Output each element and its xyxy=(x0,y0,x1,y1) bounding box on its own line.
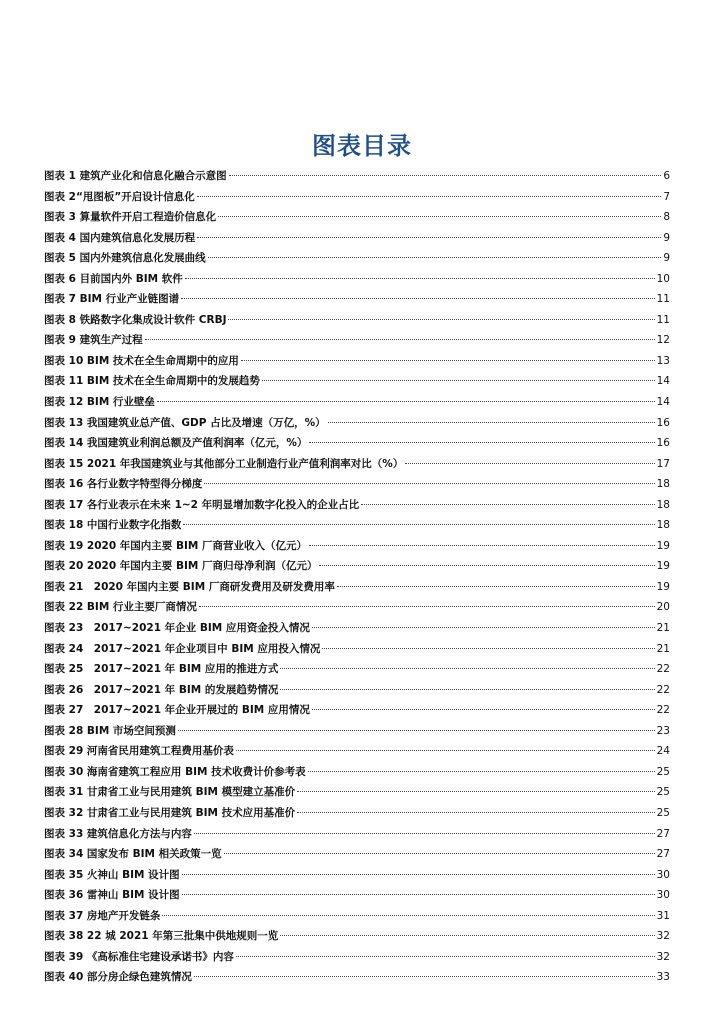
toc-entry-page-number: 32 xyxy=(656,930,670,943)
toc-entry-label: 图表 34 国家发布 BIM 相关政策一览 xyxy=(44,848,222,861)
toc-entry-page-number: 19 xyxy=(656,560,670,573)
toc-entry-label: 图表 7 BIM 行业产业链图谱 xyxy=(44,293,180,306)
toc-entry-page-number: 21 xyxy=(656,642,670,655)
toc-dot-leader xyxy=(312,709,655,710)
toc-entry-label: 图表 13 我国建筑业总产值、GDP 占比及增速（万亿，%） xyxy=(44,416,326,429)
toc-entry[interactable] xyxy=(44,680,670,701)
toc-entry-label: 图表 14 我国建筑业利润总额及产值利润率（亿元，%） xyxy=(44,437,308,450)
toc-dot-leader xyxy=(229,175,662,176)
table-of-figures xyxy=(44,166,670,988)
toc-entry-page-number: 27 xyxy=(656,827,670,840)
toc-entry-page-number: 13 xyxy=(656,354,670,367)
toc-entry[interactable] xyxy=(44,721,670,742)
toc-entry-page-number: 20 xyxy=(656,601,670,614)
toc-dot-leader xyxy=(194,833,655,834)
toc-dot-leader xyxy=(199,606,655,607)
toc-entry[interactable] xyxy=(44,659,670,680)
toc-entry-label: 图表 10 BIM 技术在全生命周期中的应用 xyxy=(44,354,239,367)
toc-entry-label: 图表 26 2017~2021 年 BIM 的发展趋势情况 xyxy=(44,683,279,696)
toc-entry-label: 图表 23 2017~2021 年企业 BIM 应用资金投入情况 xyxy=(44,622,310,635)
toc-entry-label: 图表 22 BIM 行业主要厂商情况 xyxy=(44,601,197,614)
toc-entry-page-number: 32 xyxy=(656,950,670,963)
toc-entry-page-number: 14 xyxy=(656,396,670,409)
toc-entry-page-number: 21 xyxy=(656,622,670,635)
toc-entry[interactable] xyxy=(44,967,670,988)
toc-dot-leader xyxy=(185,278,655,279)
toc-entry-label: 图表 4 国内建筑信息化发展历程 xyxy=(44,231,196,244)
toc-entry[interactable] xyxy=(44,536,670,557)
toc-entry-label: 图表 2“甩图板”开启设计信息化 xyxy=(44,190,195,203)
toc-entry-page-number: 24 xyxy=(656,745,670,758)
page-title: 图表目录 xyxy=(312,132,412,160)
toc-entry[interactable] xyxy=(44,844,670,865)
toc-entry-page-number: 22 xyxy=(656,683,670,696)
toc-dot-leader xyxy=(280,668,654,669)
toc-entry-page-number: 11 xyxy=(656,293,670,306)
toc-entry-label: 图表 17 各行业表示在未来 1~2 年明显增加数字化投入的企业占比 xyxy=(44,498,360,511)
toc-entry-label: 图表 21 2020 年国内主要 BIM 厂商研发费用及研发费用率 xyxy=(44,580,335,593)
toc-entry[interactable] xyxy=(44,248,670,269)
toc-entry-label: 图表 37 房地产开发链条 xyxy=(44,909,161,922)
toc-dot-leader xyxy=(197,196,662,197)
toc-dot-leader xyxy=(361,504,654,505)
toc-entry[interactable] xyxy=(44,351,670,372)
toc-entry-page-number: 14 xyxy=(656,375,670,388)
toc-entry-label: 图表 19 2020 年国内主要 BIM 厂商营业收入（亿元） xyxy=(44,539,307,552)
toc-entry-page-number: 25 xyxy=(656,806,670,819)
toc-dot-leader xyxy=(297,812,655,813)
toc-entry-label: 图表 18 中国行业数字化指数 xyxy=(44,519,182,532)
toc-entry[interactable] xyxy=(44,700,670,721)
toc-entry[interactable] xyxy=(44,371,670,392)
toc-entry-label: 图表 38 22 城 2021 年第三批集中供地规则一览 xyxy=(44,930,279,943)
toc-dot-leader xyxy=(197,237,661,238)
toc-entry-label: 图表 25 2017~2021 年 BIM 应用的推进方式 xyxy=(44,663,279,676)
toc-entry[interactable] xyxy=(44,330,670,351)
toc-entry-label: 图表 31 甘肃省工业与民用建筑 BIM 模型建立基准价 xyxy=(44,786,296,799)
toc-entry[interactable] xyxy=(44,947,670,968)
toc-entry-page-number: 9 xyxy=(663,231,670,244)
toc-entry-label: 图表 32 甘肃省工业与民用建筑 BIM 技术应用基准价 xyxy=(44,806,296,819)
toc-dot-leader xyxy=(236,956,655,957)
toc-entry-label: 图表 3 算量软件开启工程造价信息化 xyxy=(44,211,217,224)
toc-entry-label: 图表 28 BIM 市场空间预测 xyxy=(44,724,176,737)
toc-entry[interactable] xyxy=(44,803,670,824)
toc-dot-leader xyxy=(183,524,654,525)
toc-entry-label: 图表 33 建筑信息化方法与内容 xyxy=(44,827,192,840)
toc-entry-label: 图表 20 2020 年国内主要 BIM 厂商归母净利润（亿元） xyxy=(44,560,318,573)
toc-entry[interactable] xyxy=(44,413,670,434)
toc-dot-leader xyxy=(309,545,655,546)
toc-dot-leader xyxy=(145,339,655,340)
toc-entry-page-number: 25 xyxy=(656,786,670,799)
toc-dot-leader xyxy=(297,791,655,792)
toc-entry-page-number: 19 xyxy=(656,539,670,552)
toc-entry-page-number: 11 xyxy=(656,313,670,326)
toc-entry[interactable] xyxy=(44,885,670,906)
toc-entry-page-number: 22 xyxy=(656,663,670,676)
toc-dot-leader xyxy=(182,874,655,875)
toc-dot-leader xyxy=(322,648,654,649)
toc-entry[interactable] xyxy=(44,556,670,577)
toc-dot-leader xyxy=(208,257,662,258)
toc-entry-page-number: 12 xyxy=(656,334,670,347)
toc-entry-page-number: 31 xyxy=(656,909,670,922)
toc-entry-page-number: 27 xyxy=(656,848,670,861)
toc-dot-leader xyxy=(319,565,654,566)
toc-entry[interactable] xyxy=(44,310,670,331)
toc-entry-label: 图表 39 《高标准住宅建设承诺书》内容 xyxy=(44,950,234,963)
toc-entry-page-number: 18 xyxy=(656,498,670,511)
toc-entry[interactable] xyxy=(44,207,670,228)
toc-entry[interactable] xyxy=(44,597,670,618)
toc-dot-leader xyxy=(308,771,655,772)
toc-entry[interactable] xyxy=(44,474,670,495)
toc-dot-leader xyxy=(312,627,655,628)
toc-entry[interactable] xyxy=(44,824,670,845)
toc-dot-leader xyxy=(337,586,655,587)
toc-entry-label: 图表 5 国内外建筑信息化发展曲线 xyxy=(44,252,206,265)
toc-entry-label: 图表 24 2017~2021 年企业项目中 BIM 应用投入情况 xyxy=(44,642,321,655)
toc-dot-leader xyxy=(236,750,655,751)
toc-entry-page-number: 22 xyxy=(656,704,670,717)
toc-dot-leader xyxy=(218,216,661,217)
toc-dot-leader xyxy=(309,442,654,443)
toc-entry-page-number: 30 xyxy=(656,889,670,902)
toc-entry-label: 图表 1 建筑产业化和信息化融合示意图 xyxy=(44,170,227,182)
toc-entry[interactable] xyxy=(44,906,670,927)
toc-entry-label: 图表 36 雷神山 BIM 设计图 xyxy=(44,889,180,902)
toc-entry-label: 图表 27 2017~2021 年企业开展过的 BIM 应用情况 xyxy=(44,704,310,717)
toc-entry[interactable] xyxy=(44,228,670,249)
toc-entry-page-number: 19 xyxy=(656,580,670,593)
toc-entry-page-number: 18 xyxy=(656,478,670,491)
toc-dot-leader xyxy=(280,689,654,690)
toc-entry-page-number: 6 xyxy=(663,170,670,182)
toc-entry[interactable] xyxy=(44,762,670,783)
toc-entry-page-number: 8 xyxy=(663,211,670,224)
toc-dot-leader xyxy=(162,915,654,916)
toc-entry-page-number: 23 xyxy=(656,724,670,737)
toc-entry-label: 图表 35 火神山 BIM 设计图 xyxy=(44,868,180,881)
toc-dot-leader xyxy=(194,976,655,977)
toc-entry-label: 图表 6 目前国内外 BIM 软件 xyxy=(44,272,183,285)
toc-entry[interactable] xyxy=(44,495,670,516)
toc-entry[interactable] xyxy=(44,289,670,310)
toc-entry[interactable] xyxy=(44,433,670,454)
toc-dot-leader xyxy=(405,463,654,464)
toc-dot-leader xyxy=(280,935,654,936)
toc-entry-page-number: 9 xyxy=(663,252,670,265)
toc-entry[interactable] xyxy=(44,741,670,762)
toc-entry[interactable] xyxy=(44,269,670,290)
toc-dot-leader xyxy=(181,298,654,299)
toc-entry-page-number: 16 xyxy=(656,416,670,429)
toc-entry-page-number: 33 xyxy=(656,971,670,984)
toc-dot-leader xyxy=(182,894,655,895)
toc-dot-leader xyxy=(224,853,655,854)
toc-entry-label: 图表 8 铁路数字化集成设计软件 CRBJ xyxy=(44,313,227,326)
toc-entry-label: 图表 9 建筑生产过程 xyxy=(44,334,143,347)
toc-dot-leader xyxy=(157,401,655,402)
toc-entry[interactable] xyxy=(44,577,670,598)
toc-entry-label: 图表 40 部分房企绿色建筑情况 xyxy=(44,971,192,984)
toc-entry-page-number: 25 xyxy=(656,765,670,778)
toc-entry-page-number: 18 xyxy=(656,519,670,532)
toc-entry[interactable] xyxy=(44,926,670,947)
toc-entry-page-number: 16 xyxy=(656,437,670,450)
toc-dot-leader xyxy=(262,380,655,381)
toc-entry-label: 图表 30 海南省建筑工程应用 BIM 技术收费计价参考表 xyxy=(44,765,306,778)
toc-entry[interactable] xyxy=(44,454,670,475)
toc-entry[interactable] xyxy=(44,392,670,413)
toc-entry-page-number: 10 xyxy=(656,272,670,285)
toc-entry-page-number: 30 xyxy=(656,868,670,881)
toc-entry-label: 图表 29 河南省民用建筑工程费用基价表 xyxy=(44,745,234,758)
toc-entry[interactable] xyxy=(44,166,670,187)
toc-entry[interactable] xyxy=(44,639,670,660)
toc-entry[interactable] xyxy=(44,187,670,208)
toc-entry-page-number: 17 xyxy=(656,457,670,470)
toc-dot-leader xyxy=(178,730,655,731)
toc-entry-label: 图表 16 各行业数字特型得分梯度 xyxy=(44,478,203,491)
toc-dot-leader xyxy=(241,360,655,361)
toc-entry[interactable] xyxy=(44,865,670,886)
toc-dot-leader xyxy=(204,483,654,484)
toc-entry[interactable] xyxy=(44,515,670,536)
toc-entry[interactable] xyxy=(44,782,670,803)
toc-entry-page-number: 7 xyxy=(663,190,670,203)
toc-entry[interactable] xyxy=(44,618,670,639)
toc-entry-label: 图表 11 BIM 技术在全生命周期中的发展趋势 xyxy=(44,375,260,388)
toc-dot-leader xyxy=(228,319,654,320)
toc-dot-leader xyxy=(328,422,655,423)
toc-entry-label: 图表 12 BIM 行业壁垒 xyxy=(44,396,155,409)
toc-entry-label: 图表 15 2021 年我国建筑业与其他部分工业制造行业产值利润率对比（%） xyxy=(44,457,404,470)
